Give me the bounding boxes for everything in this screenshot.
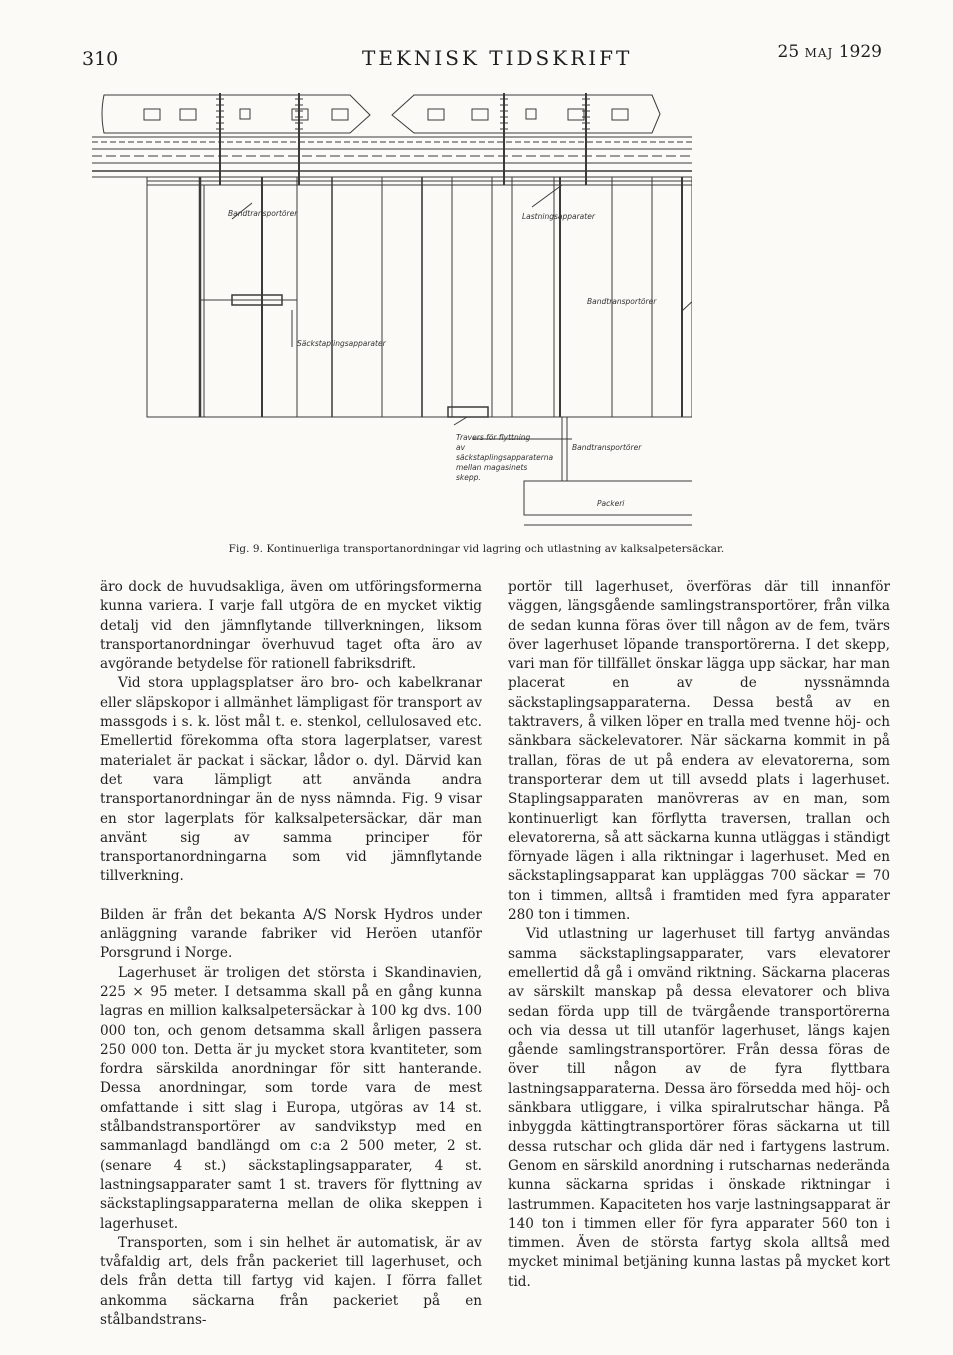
label-bandtransportorer-1: Bandtransportörer [228, 209, 298, 218]
journal-title: TEKNISK TIDSKRIFT [362, 46, 633, 70]
label-bandtransportorer-3: Bandtransportörer [572, 443, 642, 452]
page-header [82, 40, 882, 70]
left-text-column [100, 578, 482, 1330]
label-lastningsapparater: Lastningsapparater [522, 212, 595, 221]
ship-hull-left [102, 95, 370, 133]
date-day: 25 [777, 42, 800, 62]
label-travers: Travers för flyttning av säckstaplingsapparaterna mellan magasinets skepp. [456, 433, 554, 482]
figure-warehouse-diagram [92, 85, 692, 535]
issue-date [778, 42, 882, 62]
paragraph: äro dock de huvudsakliga, även om utföringsformerna kunna variera. I varje fall utgöra de en mycket viktig detalj vid den jämnflytande tillverkningen, liksom transportanordningar överhuvud taget ofta äro av avgörande betydelse för rationell fabriksdrift. [100, 579, 482, 673]
label-packeri: Packeri [597, 499, 625, 508]
date-month: MAJ [804, 46, 834, 60]
label-sackstaplingsapparater: Säckstaplingsapparater [297, 339, 386, 348]
paragraph: Transporten, som i sin helhet är automatisk, är av tvåfaldig art, dels från packeriet till lagerhuset, och dels från detta till fartyg vid kajen. I förra fallet ankomma säckarna från packeriet på en stålbandstrans- [100, 1234, 482, 1328]
paragraph: Vid stora upplagsplatser äro bro- och kabelkranar eller släpskopor i allmänhet lämpligast för transport av massgods i s. k. löst mål t. e. stenkol, cellulosaved etc. Emellertid förekomma ofta stora lagerplatser, varest materialet är packat i säckar, lådor o. dyl. Därvid kan det vara lämpligt att använda andra transportanordningar än de nyss nämnda. Fig. 9 visar en stor lagerplats för kalksalpetersäckar, där man använt sig av samma principer för transportanordningarna som vid jämnflytande tillverkning. [100, 675, 482, 885]
paragraph: portör till lagerhuset, överföras där till innanför väggen, längsgående samlingstransportörer, från vilka de sedan kunna föras över till någon av de fem, tvärs över lagerhuset löpande transportörerna. I det skepp, vari man för tillfället önskar lägga upp säckar, har man placerat en av de nyssnämnda säckstaplingsapparaterna. Dessa bestå av en taktravers, å vilken löper en tralla med tvenne höj- och sänkbara säckelevatorer. När säckarna kommit in på trallan, föras de ut på endera av elevatorerna, som transporterar dem ut till avsedd plats i lagerhuset. Staplingsapparaten manövreras av en man, som kontinuerligt kan förflytta traversen, trallan och elevatorerna, så att säckarna kunna utläggas i ständigt förnyade lägen i alla riktningar i lagerhuset. Med en säckstaplingsapparat kan uppläggas 700 säckar = 70 ton i timmen, alltså i framtiden med fyra apparater 280 ton i timmen. [508, 579, 890, 924]
date-year: 1929 [838, 42, 882, 62]
right-text-column [508, 578, 890, 1292]
paragraph: Bilden är från det bekanta A/S Norsk Hydros under anläggning varande fabriker vid Heröen utanför Porsgrund i Norge. [100, 906, 482, 962]
paragraph: Vid utlastning ur lagerhuset till fartyg användas samma säckstaplingsapparater, vars elevatorer emellertid då gå i omvänd riktning. Säckarna placeras av särskilt manskap på dessa elevatorer och bliva sedan förda upp till de tvärgående transportörerna och via dessa ut till utanför lagerhuset, längs kajen gående samlingstransportörer. Från dessa föras de över till någon av de fyra flyttbara lastningsapparaterna. Dessa äro försedda med höj- och sänkbara utliggare, i vilka spiralrutschar hänga. På inbyggda kättingtransportörer föras säckarna ut till dessa rutschar och glida där ned i fartygens lastrum. Genom en särskild anordning i rutscharnas nederända kunna säckarna spridas i önskade riktningar i lastrummen. Kapaciteten hos varje lastningsapparat är 140 ton i timmen eller för fyra apparater 560 ton i timmen. Även de största fartyg skola alltså med mycket minimal betjäning kunna lastas på mycket kort tid. [508, 926, 890, 1290]
label-bandtransportorer-2: Bandtransportörer [587, 297, 657, 306]
page-number: 310 [82, 48, 119, 70]
warehouse-plan-drawing [92, 85, 692, 535]
paragraph: Lagerhuset är troligen det största i Skandinavien, 225 × 95 meter. I detsamma skall på en gång kunna lagras en million kalksalpetersäckar à 100 kg dvs. 100 000 ton, och genom detsamma skall årligen passera 250 000 ton. Detta är ju mycket stora kvantiteter, som fordra särskilda anordningar för sitt hanterande. Dessa anordningar, som torde vara de mest omfattande i sitt slag i Europa, utgöras av 14 st. stålbandstransportörer av sandvikstyp med en sammanlagd bandlängd om c:a 2 500 meter, 2 st. (senare 4 st.) säckstaplingsapparater, 4 st. lastningsapparater samt 1 st. travers för flyttning av säckstaplingsapparaterna mellan de olika skeppen i lagerhuset. [100, 964, 482, 1232]
figure-caption: Fig. 9. Kontinuerliga transportanordningar vid lagring och utlastning av kalksalpetersäckar. [228, 543, 725, 555]
